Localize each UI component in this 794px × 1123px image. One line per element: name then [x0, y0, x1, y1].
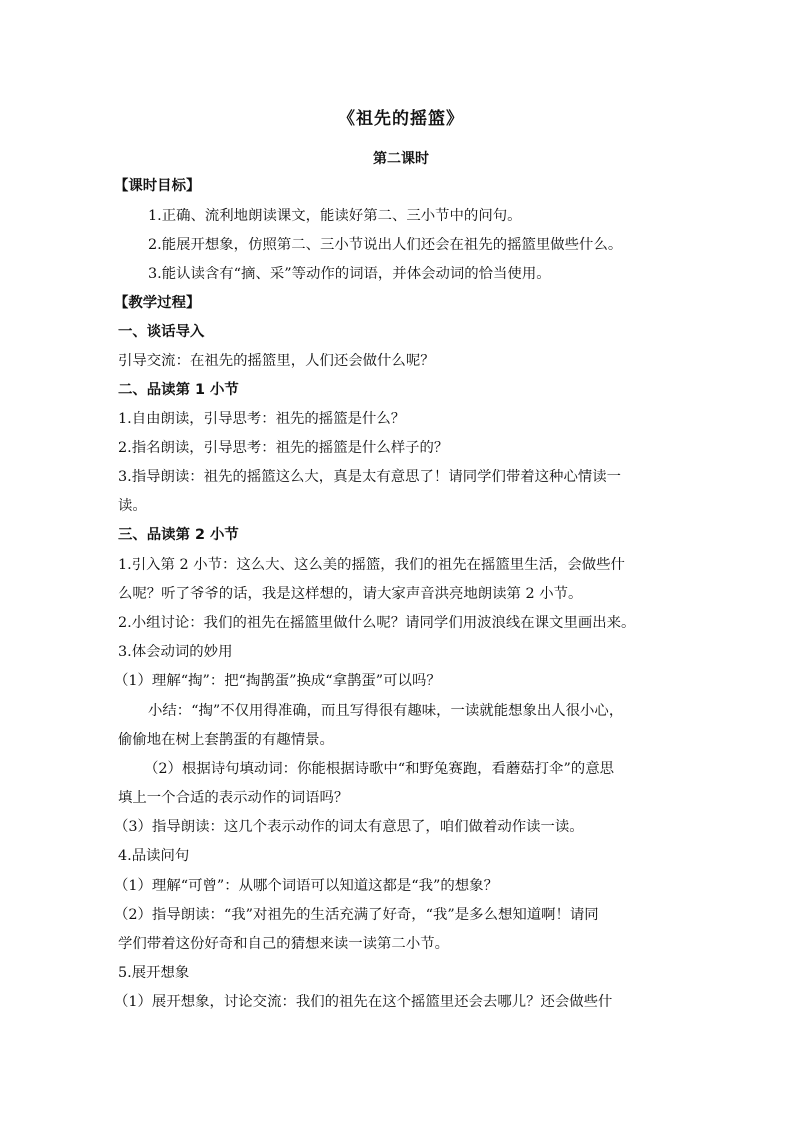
text-line: 偷偷地在树上套鹊蛋的有趣情景。: [118, 732, 334, 748]
text-line: 么呢？听了爷爷的话，我是这样想的，请大家声音洪亮地朗读第 2 小节。: [118, 586, 583, 602]
step-heading-3: 三、品读第 2 小节: [118, 527, 239, 543]
text-line: 引导交流：在祖先的摇篮里，人们还会做什么呢？: [118, 353, 435, 369]
text-line: 填上一个合适的表示动作的词语吗？: [118, 790, 349, 806]
text-line: 1.引入第 2 小节：这么大、这么美的摇篮，我们的祖先在摇篮里生活，会做些什: [118, 557, 625, 573]
document-title: 《祖先的摇篮》: [338, 109, 464, 129]
text-line: （1）理解“可曾”：从哪个词语可以知道这都是“我”的想象？: [114, 878, 498, 894]
section-heading-process: 【教学过程】: [114, 295, 201, 311]
text-line: （2）根据诗句填动词：你能根据诗歌中“和野兔赛跑，看蘑菇打伞”的意思: [144, 761, 614, 777]
text-line: 1.自由朗读，引导思考：祖先的摇篮是什么？: [118, 411, 406, 427]
section-heading-objectives: 【课时目标】: [114, 178, 201, 194]
text-line: 3.指导朗读：祖先的摇篮这么大，真是太有意思了！请同学们带着这种心情读一: [118, 469, 622, 485]
text-line: 读。: [118, 498, 147, 514]
step-heading-2: 二、品读第 1 小节: [118, 382, 239, 398]
step-heading-1: 一、谈话导入: [118, 324, 205, 340]
objective-line-2: 2.能展开想象，仿照第二、三小节说出人们还会在祖先的摇篮里做些什么。: [148, 237, 623, 253]
text-line: （2）指导朗读：“我”对祖先的生活充满了好奇，“我”是多么想知道啊！请同: [114, 907, 599, 923]
text-line: （3）指导朗读：这几个表示动作的词太有意思了，咱们做着动作读一读。: [114, 819, 584, 835]
text-line: 2.指名朗读，引导思考：祖先的摇篮是什么样子的？: [118, 440, 449, 456]
document-page: [114, 0, 684, 1123]
text-line: 3.体会动词的妙用: [118, 644, 233, 660]
text-line: 小结：“掏”不仅用得准确，而且写得很有趣味，一读就能想象出人很小心，: [148, 703, 624, 719]
text-line: （1）理解“掏”：把“掏鹊蛋”换成“拿鹊蛋”可以吗？: [114, 673, 441, 689]
text-line: 学们带着这份好奇和自己的猜想来读一读第二小节。: [118, 936, 449, 952]
objective-line-3: 3.能认读含有“摘、采”等动作的词语，并体会动词的恰当使用。: [148, 266, 551, 282]
objective-line-1: 1.正确、流利地朗读课文，能读好第二、三小节中的问句。: [148, 208, 522, 224]
text-line: 5.展开想象: [118, 965, 190, 981]
text-line: 2.小组讨论：我们的祖先在摇篮里做什么呢？请同学们用波浪线在课文里画出来。: [118, 615, 636, 631]
document-subtitle: 第二课时: [373, 151, 429, 167]
text-line: （1）展开想象，讨论交流：我们的祖先在这个摇篮里还会去哪儿？还会做些什: [114, 994, 613, 1010]
text-line: 4.品读问句: [118, 848, 190, 864]
